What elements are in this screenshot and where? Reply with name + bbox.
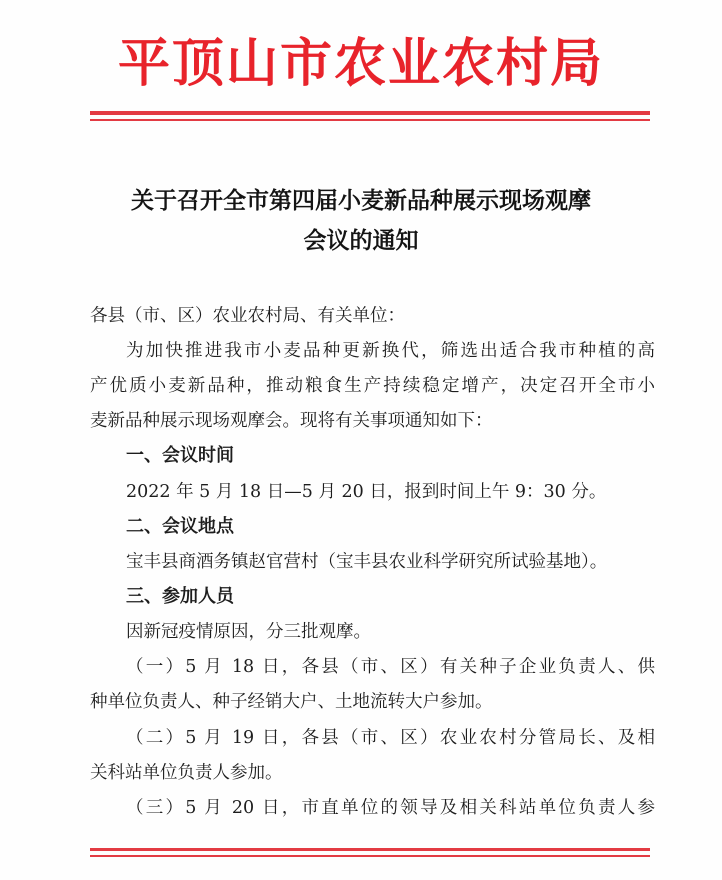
letterhead-rule-thick (90, 111, 650, 115)
intro-line-1: 为加快推进我市小麦品种更新换代，筛选出适合我市种植的高 (126, 341, 655, 361)
batch-2-line-1: （二）5 月 19 日，各县（市、区）农业农村分管局长、及相 (126, 728, 655, 748)
section-text-location: 宝丰县商酒务镇赵官营村（宝丰县农业科学研究所试验基地）。 (126, 552, 608, 572)
addressee: 各县（市、区）农业农村局、有关单位： (90, 306, 405, 326)
batch-3-line-1: （三）5 月 20 日，市直单位的领导及相关科站单位负责人参 (126, 798, 655, 818)
section-text-participants: 因新冠疫情原因，分三批观摩。 (126, 622, 371, 642)
intro-line-2: 产优质小麦新品种，推动粮食生产持续稳定增产，决定召开全市小 (90, 376, 655, 396)
section-heading-time: 一、会议时间 (126, 445, 234, 466)
footer-rule-thick (90, 848, 650, 851)
batch-2-line-2: 关科站单位负责人参加。 (90, 763, 283, 783)
intro-line-3: 麦新品种展示现场观摩会。现将有关事项通知如下： (90, 411, 493, 431)
section-heading-location: 二、会议地点 (126, 516, 234, 537)
section-heading-participants: 三、参加人员 (126, 586, 234, 607)
section-text-time: 2022 年 5 月 18 日—5 月 20 日，报到时间上午 9：30 分。 (126, 482, 607, 502)
document-title-line-2: 会议的通知 (303, 228, 419, 254)
batch-1-line-1: （一）5 月 18 日，各县（市、区）有关种子企业负责人、供 (126, 657, 655, 677)
footer-rule-thin (90, 855, 650, 857)
document-title-line-1: 关于召开全市第四届小麦新品种展示现场观摩 (131, 188, 591, 214)
letterhead-rule-thin (90, 119, 650, 121)
letterhead-title: 平顶山市农业农村局 (117, 34, 604, 94)
batch-1-line-2: 种单位负责人、种子经销大户、土地流转大户参加。 (90, 692, 493, 712)
